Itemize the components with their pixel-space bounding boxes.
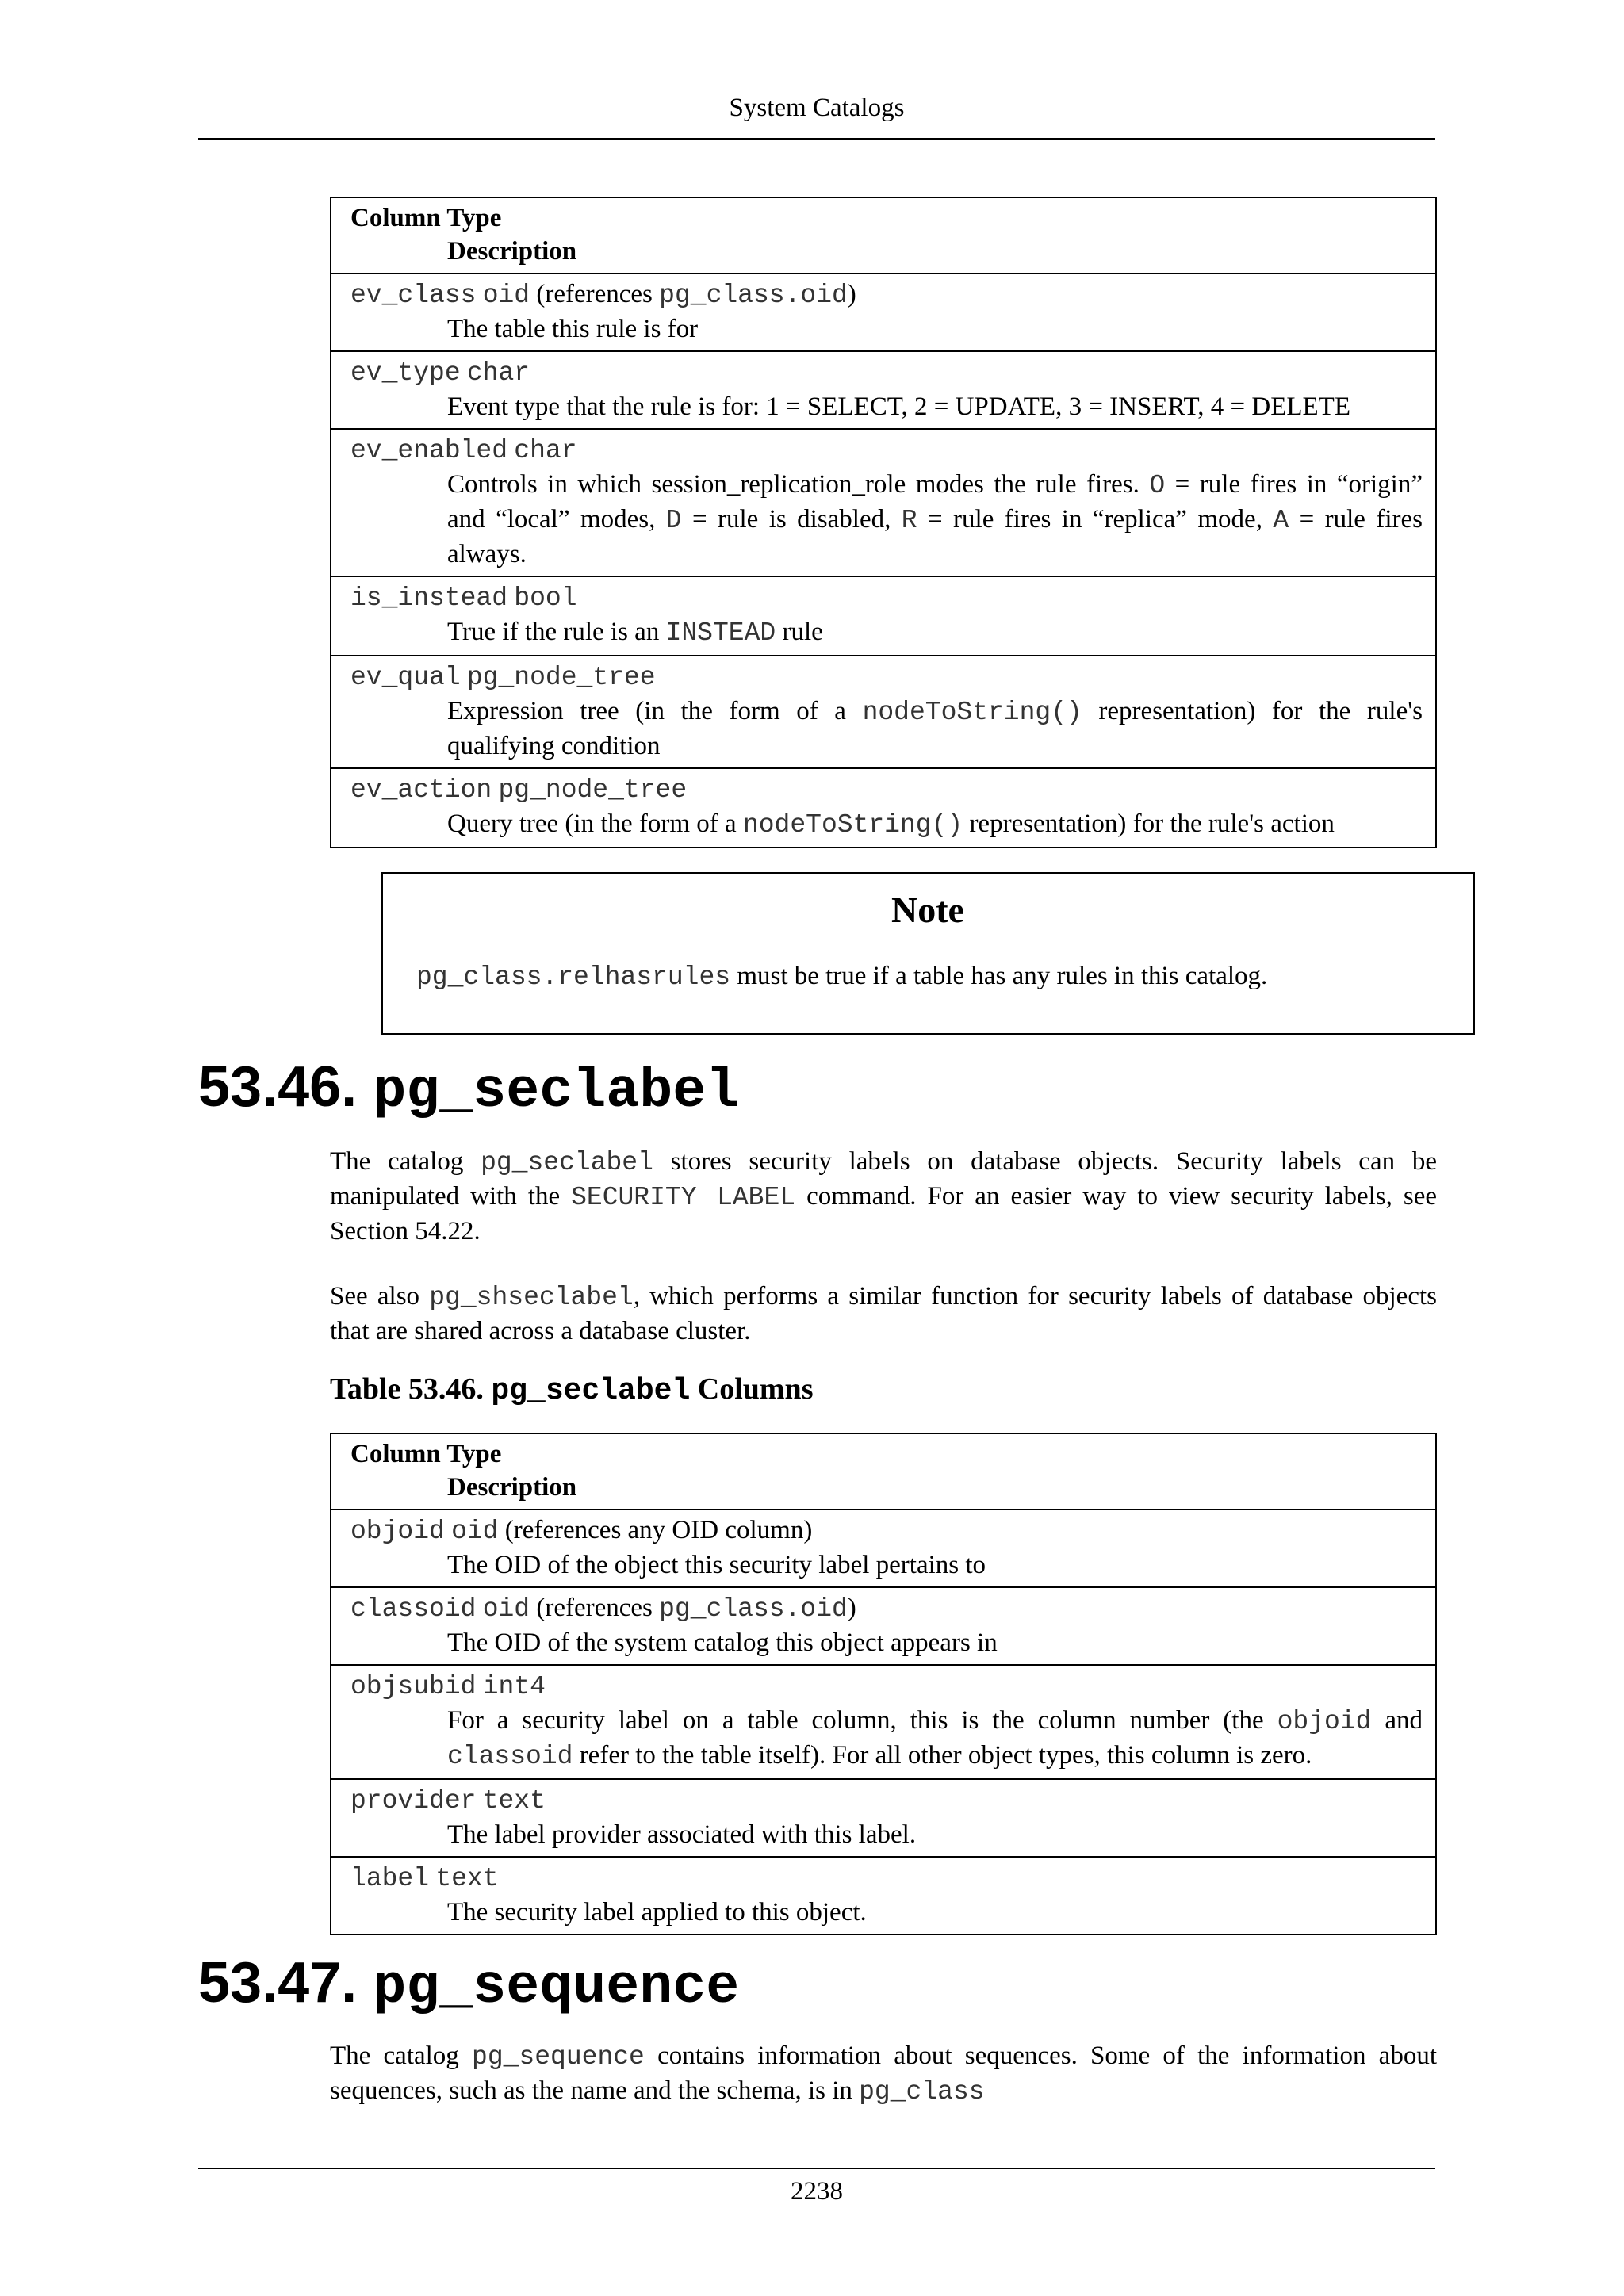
column-type: oid (482, 281, 530, 310)
table-row (331, 768, 1436, 848)
column-name: objoid (350, 1517, 445, 1546)
pg-shseclabel-link[interactable]: pg_shseclabel (429, 1283, 634, 1312)
column-type-heading: Column Type (350, 1440, 502, 1468)
column-description: Controls in which session_replication_role modes the rule fires. O = rule fires in “origin” and “local” modes, D = rule is disabled, R = rule fires in “replica” mode, A = rule fires always. (447, 470, 1423, 568)
paragraph: The catalog pg_seclabel stores security labels on database objects. Security labels can be manipulated with the SECURITY LABEL command. For an easier way to view security labels, see Section 54.22. (330, 1147, 1437, 1246)
table-row (331, 429, 1436, 576)
column-description: The OID of the system catalog this object appears in (447, 1628, 998, 1657)
table-header-row (331, 1433, 1436, 1510)
note-box (381, 872, 1475, 1035)
column-type: bool (514, 584, 577, 613)
column-description: For a security label on a table column, this is the column number (the objoid and classoid refer to the table itself). For all other object types, this column is zero. (447, 1706, 1423, 1771)
paragraph: See also pg_shseclabel, which performs a similar function for security labels of database objects that are shared across a database cluster. (330, 1282, 1437, 1345)
table-row (331, 1665, 1436, 1779)
page-header (198, 94, 1435, 140)
column-description: The table this rule is for (447, 315, 699, 343)
column-name: ev_type (350, 358, 461, 388)
paragraph: The catalog pg_sequence contains information about sequences. Some of the information about sequences, such as the name and the schema, is in pg_class (330, 2042, 1437, 2107)
description-heading: Description (447, 237, 577, 266)
section-heading-pg-sequence: 53.47. pg_sequence (198, 1951, 740, 2019)
pg-class-link[interactable]: pg_class (859, 2077, 985, 2107)
column-description: Expression tree (in the form of a nodeToString() representation) for the rule's qualifying condition (447, 697, 1423, 760)
column-type: pg_node_tree (498, 775, 688, 805)
column-name: provider (350, 1786, 477, 1816)
column-description: Event type that the rule is for: 1 = SELECT, 2 = UPDATE, 3 = INSERT, 4 = DELETE (447, 392, 1350, 421)
column-description: True if the rule is an INSTEAD rule (447, 618, 823, 648)
description-heading: Description (447, 1473, 577, 1502)
column-name: is_instead (350, 584, 508, 613)
table-row: classoid oid (references pg_class.oid) The OID of the system catalog this object appears in (331, 1587, 1436, 1665)
running-title: System Catalogs (729, 94, 905, 122)
column-type: oid (482, 1594, 530, 1624)
pg-seclabel-columns-table (330, 1433, 1437, 1935)
column-name: objsubid (350, 1672, 477, 1701)
table-row (331, 1779, 1436, 1857)
column-type: char (514, 436, 577, 465)
table-row: objoid oid (references any OID column) The OID of the object this security label pertains to (331, 1510, 1436, 1587)
table-header-row (331, 197, 1436, 274)
column-description: Query tree (in the form of a nodeToString() representation) for the rule's action (447, 809, 1335, 840)
column-name: classoid (350, 1594, 477, 1624)
table-caption: Table 53.46. pg_seclabel Columns (330, 1372, 814, 1408)
pg-rewrite-columns-table (330, 197, 1437, 848)
column-type: text (435, 1864, 499, 1893)
reference-link[interactable]: pg_class.oid (659, 1594, 848, 1624)
column-name: ev_class (350, 281, 477, 310)
table-row: ev_class oid (references pg_class.oid) The table this rule is for (331, 274, 1436, 351)
column-type: text (482, 1786, 546, 1816)
column-description: The OID of the object this security label pertains to (447, 1551, 986, 1579)
note-text: pg_class.relhasrules must be true if a table has any rules in this catalog. (416, 962, 1268, 992)
column-type: oid (451, 1517, 499, 1546)
column-description: The security label applied to this object. (447, 1898, 867, 1927)
column-type: pg_node_tree (466, 663, 656, 692)
reference-link[interactable]: pg_class.oid (659, 281, 848, 310)
table-row (331, 656, 1436, 768)
column-type-heading: Column Type (350, 204, 502, 232)
note-title: Note (891, 890, 964, 930)
table-row (331, 1857, 1436, 1934)
column-type: char (466, 358, 530, 388)
column-type: int4 (482, 1672, 546, 1701)
column-name: label (350, 1864, 430, 1893)
page-number: 2238 (791, 2177, 843, 2206)
column-name: ev_action (350, 775, 492, 805)
section-heading-pg-seclabel: 53.46. pg_seclabel (198, 1055, 740, 1123)
column-name: ev_qual (350, 663, 461, 692)
column-description: The label provider associated with this label. (447, 1820, 917, 1849)
column-name: ev_enabled (350, 436, 508, 465)
footer-rule (198, 2168, 1435, 2169)
note-code: pg_class.relhasrules (416, 962, 731, 992)
table-row (331, 576, 1436, 656)
table-row (331, 351, 1436, 429)
